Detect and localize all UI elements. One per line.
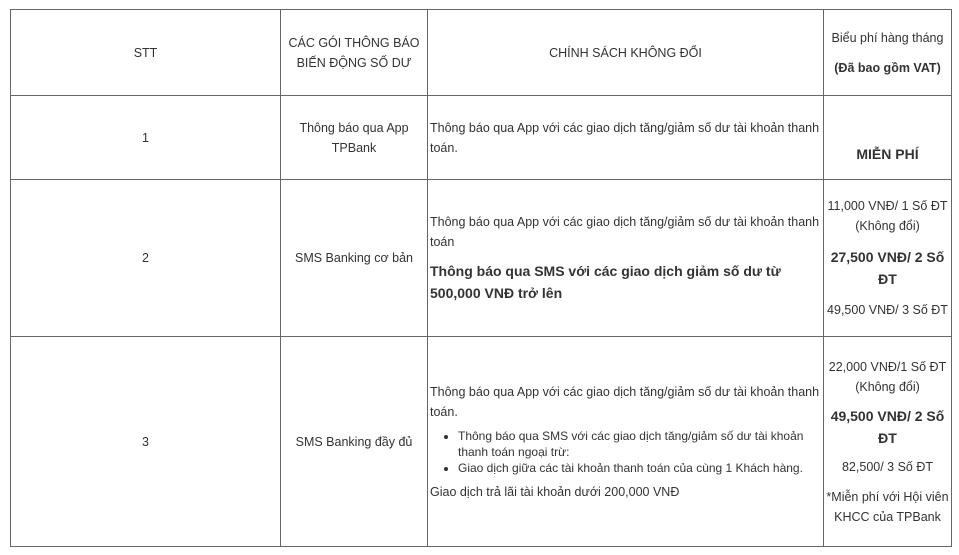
row-3-policy-text: Thông báo qua App với các giao dịch tăng/giảm số dư tài khoản thanh toán. [430, 384, 820, 419]
row-3-fee-1: 22,000 VNĐ/1 Số ĐT (Không đổi) [828, 359, 947, 394]
row-2-stt: 2 [11, 180, 281, 337]
row-2-fee-3: 49,500 VNĐ/ 3 Số ĐT [827, 303, 948, 317]
header-policy: CHÍNH SÁCH KHÔNG ĐỔI [428, 10, 824, 96]
row-3-fee-3: 82,500/ 3 Số ĐT [841, 459, 934, 474]
header-fee-line1: Biểu phí hàng tháng [831, 30, 944, 45]
header-fee [824, 10, 952, 96]
table-header-row [11, 10, 952, 96]
table-row [11, 96, 952, 180]
row-1-package: Thông báo qua App TPBank [281, 96, 428, 180]
row-2-fee [824, 180, 952, 337]
row-2-package: SMS Banking cơ bản [281, 180, 428, 337]
list-item: • Thông báo qua SMS với các giao dịch tăng/giảm số dư tài khoản thanh toán ngoại trừ: [458, 428, 821, 460]
table-row [11, 337, 952, 547]
row-3-policy [428, 337, 824, 547]
row-1-fee [824, 96, 952, 180]
row-3-fee-2: 49,500 VNĐ/ 2 Số ĐT [830, 407, 945, 446]
row-3-fee [824, 337, 952, 547]
row-1-stt: 1 [11, 96, 281, 180]
row-1-fee-free: MIỄN PHÍ [856, 146, 919, 162]
fee-table [10, 9, 952, 547]
header-fee-line2: (Đã bao gồm VAT) [834, 60, 941, 75]
row-2-policy [428, 180, 824, 337]
row-2-policy-bold: Thông báo qua SMS với các giao dịch giảm số dư từ 500,000 VNĐ trở lên [430, 263, 781, 301]
header-stt: STT [11, 10, 281, 96]
header-package [281, 10, 428, 96]
row-3-stt: 3 [11, 337, 281, 547]
row-3-policy-bullets [430, 428, 821, 476]
row-3-policy-tail: Giao dịch trả lãi tài khoản dưới 200,000 VNĐ [430, 484, 680, 499]
row-2-policy-text: Thông báo qua App với các giao dịch tăng/giảm số dư tài khoản thanh toán [430, 215, 820, 249]
list-item: • Giao dịch giữa các tài khoản thanh toán của cùng 1 Khách hàng. [458, 460, 821, 476]
row-2-fee-1: 11,000 VNĐ/ 1 Số ĐT (Không đổi) [827, 199, 948, 233]
header-package-label: CÁC GÓI THÔNG BÁO BIẾN ĐỘNG SỐ DƯ [288, 35, 420, 70]
row-2-fee-2: 27,500 VNĐ/ 2 Số ĐT [830, 249, 945, 287]
row-3-package: SMS Banking đầy đủ [281, 337, 428, 547]
row-1-policy: Thông báo qua App với các giao dịch tăng/giảm số dư tài khoản thanh toán. [428, 96, 824, 180]
row-3-fee-note: *Miễn phí với Hội viên KHCC của TPBank [826, 489, 949, 524]
table-row [11, 180, 952, 337]
